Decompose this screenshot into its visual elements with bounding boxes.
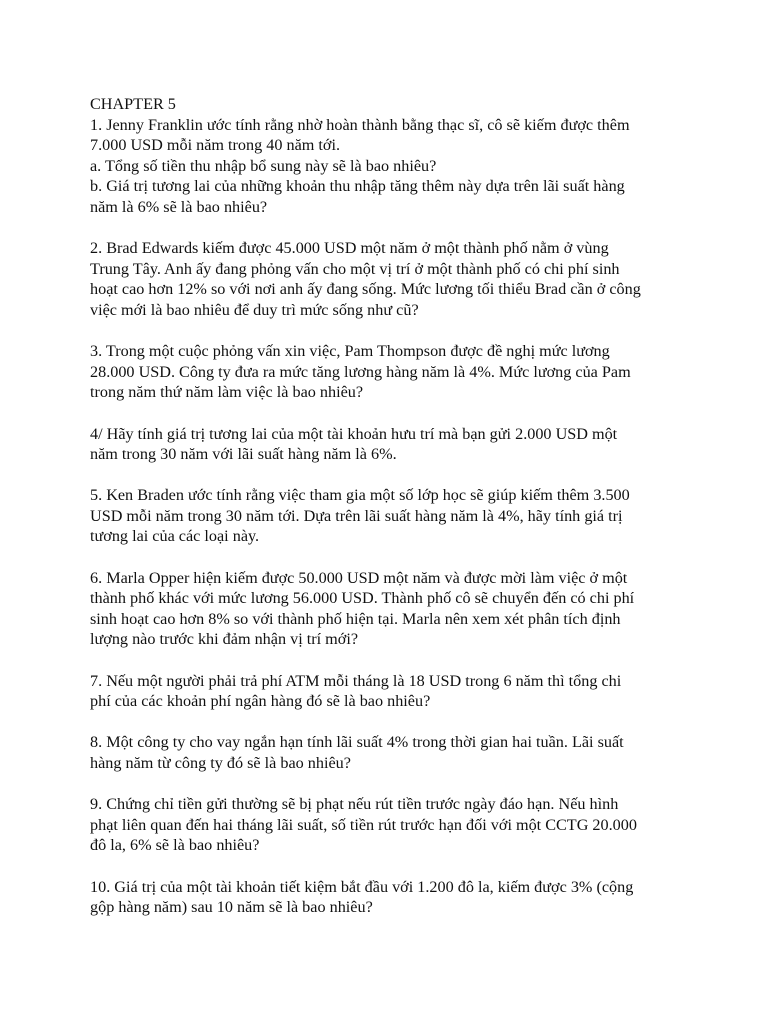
question-8 [90,732,690,773]
question-1 [90,115,690,218]
question-9-line-1: 9. Chứng chỉ tiền gửi thường sẽ bị phạt nếu rút tiền trước ngày đáo hạn. Nếu hình [90,795,619,814]
question-3-line-1: 3. Trong một cuộc phỏng vấn xin việc, Pam Thompson được đề nghị mức lương [90,342,610,361]
question-1-line-1: 1. Jenny Franklin ước tính rằng nhờ hoàn thành bằng thạc sĩ, cô sẽ kiếm được thêm [90,115,630,134]
question-4-line-1: 4/ Hãy tính giá trị tương lai của một tài khoản hưu trí mà bạn gửi 2.000 USD một [90,424,618,443]
question-10-line-1: 10. Giá trị của một tài khoản tiết kiệm bắt đầu với 1.200 đô la, kiếm được 3% (cộng [90,877,634,896]
question-5 [90,485,690,547]
document-page [90,94,690,938]
question-2-line-1: 2. Brad Edwards kiếm được 45.000 USD một năm ở một thành phố nằm ở vùng [90,239,609,258]
question-7-line-2: phí của các khoản phí ngân hàng đó sẽ là bao nhiêu? [90,692,431,711]
question-6 [90,568,690,650]
question-7-line-1: 7. Nếu một người phải trả phí ATM mỗi tháng là 18 USD trong 6 năm thì tổng chi [90,671,622,690]
question-1-line-4: b. Giá trị tương lai của những khoản thu nhập tăng thêm này dựa trên lãi suất hàng [90,177,625,196]
chapter-heading: CHAPTER 5 [90,95,176,113]
question-8-line-2: hàng năm từ công ty đó sẽ là bao nhiêu? [90,754,351,772]
question-4 [90,424,690,465]
question-10 [90,877,690,918]
question-1-line-3: a. Tổng số tiền thu nhập bổ sung này sẽ là bao nhiêu? [90,156,437,175]
question-6-line-1: 6. Marla Opper hiện kiếm được 50.000 USD một năm và được mời làm việc ở một [90,568,628,587]
question-5-line-2: USD mỗi năm trong 30 năm tới. Dựa trên lãi suất hàng năm là 4%, hãy tính giá trị [90,506,623,525]
question-6-line-2: thành phố khác với mức lương 56.000 USD. Thành phố cô sẽ chuyển đến có chi phí [90,589,635,608]
question-4-line-2: năm trong 30 năm với lãi suất hàng năm là 6%. [90,445,397,464]
question-2 [90,238,690,320]
question-5-line-3: tương lai của các loại này. [90,527,260,546]
question-10-line-2: gộp hàng năm) sau 10 năm sẽ là bao nhiêu? [90,898,373,917]
question-9-line-2: phạt liên quan đến hai tháng lãi suất, số tiền rút trước hạn đối với một CCTG 20.000 [90,815,637,834]
question-1-line-5: năm là 6% sẽ là bao nhiêu? [90,197,268,216]
question-2-line-4: việc mới là bao nhiêu để duy trì mức sống như cũ? [90,300,419,319]
question-9 [90,794,690,856]
question-5-line-1: 5. Ken Braden ước tính rằng việc tham gia một số lớp học sẽ giúp kiếm thêm 3.500 [90,486,630,505]
question-6-line-4: lượng nào trước khi đảm nhận vị trí mới? [90,630,359,649]
question-7 [90,671,690,712]
question-3-line-3: trong năm thứ năm làm việc là bao nhiêu? [90,383,364,402]
question-6-line-3: sinh hoạt cao hơn 8% so với thành phố hiện tại. Marla nên xem xét phân tích định [90,609,621,628]
question-3 [90,341,690,403]
question-3-line-2: 28.000 USD. Công ty đưa ra mức tăng lương hàng năm là 4%. Mức lương của Pam [90,362,631,381]
question-1-line-2: 7.000 USD mỗi năm trong 40 năm tới. [90,136,341,155]
question-2-line-2: Trung Tây. Anh ấy đang phỏng vấn cho một vị trí ở một thành phố có chi phí sinh [90,259,620,278]
question-8-line-1: 8. Một công ty cho vay ngắn hạn tính lãi suất 4% trong thời gian hai tuần. Lãi suất [90,733,624,752]
question-2-line-3: hoạt cao hơn 12% so với nơi anh ấy đang sống. Mức lương tối thiểu Brad cần ở công [90,280,641,299]
question-9-line-3: đô la, 6% sẽ là bao nhiêu? [90,836,260,855]
